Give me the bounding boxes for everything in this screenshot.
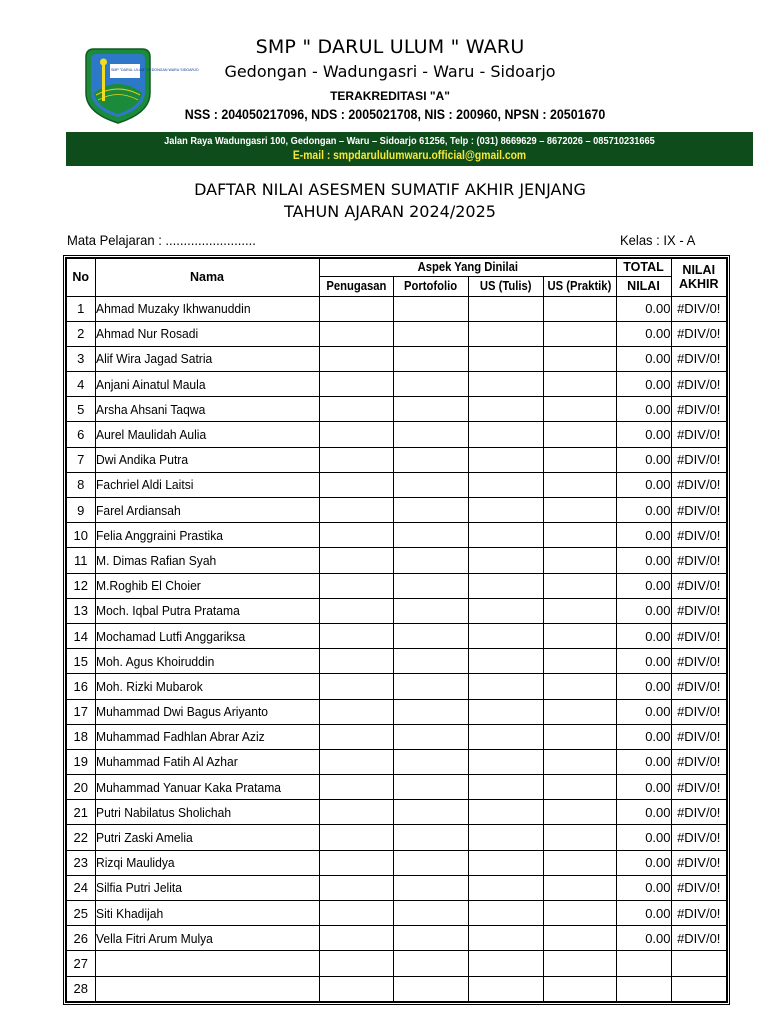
header-no: No [66, 258, 95, 296]
total-score: 0.00 [616, 573, 671, 598]
portofolio-cell[interactable] [393, 775, 468, 800]
us-tulis-cell[interactable] [468, 523, 543, 548]
portofolio-cell[interactable] [393, 674, 468, 699]
final-score: #DIV/0! [671, 498, 727, 523]
row-number: 26 [66, 926, 95, 951]
penugasan-cell[interactable] [319, 649, 393, 674]
student-name: Farel Ardiansah [95, 498, 319, 523]
school-name: SMP " DARUL ULUM " WARU [255, 36, 525, 58]
row-number: 21 [66, 800, 95, 825]
street-address: Jalan Raya Wadungasri 100, Gedongan – Waru – Sidoarjo 61256, Telp : (031) 8669629 – 8672026 – 085710231665 [164, 135, 655, 147]
table-row [66, 573, 727, 598]
final-score: #DIV/0! [671, 674, 727, 699]
penugasan-cell[interactable] [319, 346, 393, 371]
student-name: Ahmad Nur Rosadi [95, 321, 319, 346]
final-score: #DIV/0! [671, 901, 727, 926]
portofolio-cell[interactable] [393, 850, 468, 875]
us-tulis-cell[interactable] [468, 825, 543, 850]
us-praktik-cell[interactable] [543, 372, 616, 397]
total-score: 0.00 [616, 397, 671, 422]
subject-field: Mata Pelajaran : ......................... [67, 232, 256, 248]
academic-year: TAHUN AJARAN 2024/2025 [284, 202, 496, 221]
student-name: Moh. Agus Khoiruddin [95, 649, 319, 674]
total-score: 0.00 [616, 699, 671, 724]
us-tulis-cell[interactable] [468, 775, 543, 800]
student-name: Muhammad Fatih Al Azhar [95, 749, 319, 774]
table-row [66, 951, 727, 976]
final-score: #DIV/0! [671, 926, 727, 951]
table-row [66, 800, 727, 825]
us-praktik-cell[interactable] [543, 825, 616, 850]
penugasan-cell[interactable] [319, 825, 393, 850]
total-score: 0.00 [616, 674, 671, 699]
penugasan-cell[interactable] [319, 901, 393, 926]
total-score: 0.00 [616, 598, 671, 623]
header-aspects: Aspek Yang Dinilai [319, 258, 616, 276]
penugasan-cell[interactable] [319, 548, 393, 573]
row-number: 23 [66, 850, 95, 875]
us-praktik-cell[interactable] [543, 976, 616, 1002]
final-score: #DIV/0! [671, 775, 727, 800]
total-score: 0.00 [616, 775, 671, 800]
table-row [66, 926, 727, 951]
us-tulis-cell[interactable] [468, 447, 543, 472]
us-praktik-cell[interactable] [543, 548, 616, 573]
class-label: Kelas : IX - A [620, 232, 696, 248]
final-score: #DIV/0! [671, 472, 727, 497]
student-name: Putri Zaski Amelia [95, 825, 319, 850]
total-score: 0.00 [616, 523, 671, 548]
us-praktik-cell[interactable] [543, 472, 616, 497]
grades-table [65, 257, 728, 1003]
total-score: 0.00 [616, 724, 671, 749]
total-score: 0.00 [616, 548, 671, 573]
us-tulis-cell[interactable] [468, 699, 543, 724]
us-tulis-cell[interactable] [468, 674, 543, 699]
penugasan-cell[interactable] [319, 447, 393, 472]
portofolio-cell[interactable] [393, 699, 468, 724]
document-title: DAFTAR NILAI ASESMEN SUMATIF AKHIR JENJANG [194, 180, 586, 199]
penugasan-cell[interactable] [319, 321, 393, 346]
total-score: 0.00 [616, 623, 671, 648]
header-final: NILAI AKHIR [671, 258, 727, 296]
student-name: M. Dimas Rafian Syah [95, 548, 319, 573]
us-praktik-cell[interactable] [543, 649, 616, 674]
logo-text: SMP "DARUL ULUM" GEDONGAN WARU SIDOARJO [111, 68, 199, 72]
us-tulis-cell[interactable] [468, 422, 543, 447]
header-portofolio: Portofolio [393, 276, 468, 296]
portofolio-cell[interactable] [393, 926, 468, 951]
total-score [616, 951, 671, 976]
penugasan-cell[interactable] [319, 472, 393, 497]
us-tulis-cell[interactable] [468, 800, 543, 825]
portofolio-cell[interactable] [393, 976, 468, 1002]
penugasan-cell[interactable] [319, 976, 393, 1002]
student-name: Putri Nabilatus Sholichah [95, 800, 319, 825]
email-address: E-mail : smpdarululumwaru.official@gmail.com [292, 150, 527, 162]
row-number: 2 [66, 321, 95, 346]
header-us-tulis: US (Tulis) [468, 276, 543, 296]
us-tulis-cell[interactable] [468, 901, 543, 926]
student-name [95, 951, 319, 976]
total-score: 0.00 [616, 447, 671, 472]
table-row [66, 372, 727, 397]
total-score: 0.00 [616, 875, 671, 900]
table-row [66, 850, 727, 875]
row-number: 22 [66, 825, 95, 850]
header-penugasan: Penugasan [319, 276, 393, 296]
header-name: Nama [95, 258, 319, 296]
us-praktik-cell[interactable] [543, 749, 616, 774]
penugasan-cell[interactable] [319, 951, 393, 976]
final-score: #DIV/0! [671, 397, 727, 422]
student-name: Fachriel Aldi Laitsi [95, 472, 319, 497]
us-praktik-cell[interactable] [543, 926, 616, 951]
us-tulis-cell[interactable] [468, 397, 543, 422]
portofolio-cell[interactable] [393, 296, 468, 321]
final-score [671, 976, 727, 1002]
final-score: #DIV/0! [671, 598, 727, 623]
row-number: 27 [66, 951, 95, 976]
us-praktik-cell[interactable] [543, 447, 616, 472]
us-tulis-cell[interactable] [468, 598, 543, 623]
us-praktik-cell[interactable] [543, 901, 616, 926]
final-score: #DIV/0! [671, 724, 727, 749]
table-row [66, 422, 727, 447]
total-score: 0.00 [616, 649, 671, 674]
final-score: #DIV/0! [671, 573, 727, 598]
portofolio-cell[interactable] [393, 623, 468, 648]
student-name: M.Roghib El Choier [95, 573, 319, 598]
total-score: 0.00 [616, 749, 671, 774]
penugasan-cell[interactable] [319, 775, 393, 800]
portofolio-cell[interactable] [393, 951, 468, 976]
portofolio-cell[interactable] [393, 800, 468, 825]
student-name: Felia Anggraini Prastika [95, 523, 319, 548]
us-tulis-cell[interactable] [468, 346, 543, 371]
school-logo-icon [80, 47, 199, 125]
portofolio-cell[interactable] [393, 321, 468, 346]
total-score: 0.00 [616, 825, 671, 850]
portofolio-cell[interactable] [393, 472, 468, 497]
table-row [66, 321, 727, 346]
table-row [66, 296, 727, 321]
us-praktik-cell[interactable] [543, 800, 616, 825]
final-score: #DIV/0! [671, 548, 727, 573]
penugasan-cell[interactable] [319, 372, 393, 397]
table-row [66, 523, 727, 548]
total-score: 0.00 [616, 422, 671, 447]
table-row [66, 699, 727, 724]
total-score: 0.00 [616, 850, 671, 875]
penugasan-cell[interactable] [319, 749, 393, 774]
us-tulis-cell[interactable] [468, 749, 543, 774]
us-tulis-cell[interactable] [468, 548, 543, 573]
penugasan-cell[interactable] [319, 422, 393, 447]
us-praktik-cell[interactable] [543, 422, 616, 447]
table-row [66, 346, 727, 371]
row-number: 4 [66, 372, 95, 397]
row-number: 8 [66, 472, 95, 497]
row-number: 28 [66, 976, 95, 1002]
portofolio-cell[interactable] [393, 649, 468, 674]
total-score: 0.00 [616, 926, 671, 951]
us-praktik-cell[interactable] [543, 598, 616, 623]
final-score: #DIV/0! [671, 372, 727, 397]
contact-banner [66, 132, 753, 166]
table-row [66, 825, 727, 850]
row-number: 20 [66, 775, 95, 800]
us-praktik-cell[interactable] [543, 346, 616, 371]
final-score: #DIV/0! [671, 296, 727, 321]
portofolio-cell[interactable] [393, 447, 468, 472]
row-number: 7 [66, 447, 95, 472]
table-row [66, 598, 727, 623]
us-praktik-cell[interactable] [543, 951, 616, 976]
penugasan-cell[interactable] [319, 926, 393, 951]
final-score: #DIV/0! [671, 321, 727, 346]
row-number: 13 [66, 598, 95, 623]
us-praktik-cell[interactable] [543, 850, 616, 875]
penugasan-cell[interactable] [319, 699, 393, 724]
us-praktik-cell[interactable] [543, 724, 616, 749]
portofolio-cell[interactable] [393, 523, 468, 548]
penugasan-cell[interactable] [319, 674, 393, 699]
us-tulis-cell[interactable] [468, 926, 543, 951]
accreditation: TERAKREDITASI "A" [330, 89, 450, 103]
row-number: 15 [66, 649, 95, 674]
us-tulis-cell[interactable] [468, 976, 543, 1002]
portofolio-cell[interactable] [393, 372, 468, 397]
row-number: 24 [66, 875, 95, 900]
table-row [66, 724, 727, 749]
total-score: 0.00 [616, 372, 671, 397]
row-number: 1 [66, 296, 95, 321]
penugasan-cell[interactable] [319, 724, 393, 749]
final-score [671, 951, 727, 976]
final-score: #DIV/0! [671, 699, 727, 724]
header-us-praktik: US (Praktik) [543, 276, 616, 296]
row-number: 10 [66, 523, 95, 548]
us-tulis-cell[interactable] [468, 623, 543, 648]
portofolio-cell[interactable] [393, 598, 468, 623]
us-praktik-cell[interactable] [543, 498, 616, 523]
us-tulis-cell[interactable] [468, 875, 543, 900]
final-score: #DIV/0! [671, 875, 727, 900]
us-tulis-cell[interactable] [468, 850, 543, 875]
student-name: Vella Fitri Arum Mulya [95, 926, 319, 951]
student-name: Moch. Iqbal Putra Pratama [95, 598, 319, 623]
us-praktik-cell[interactable] [543, 296, 616, 321]
portofolio-cell[interactable] [393, 548, 468, 573]
row-number: 11 [66, 548, 95, 573]
us-tulis-cell[interactable] [468, 296, 543, 321]
student-name: Anjani Ainatul Maula [95, 372, 319, 397]
penugasan-cell[interactable] [319, 296, 393, 321]
table-row [66, 498, 727, 523]
us-praktik-cell[interactable] [543, 321, 616, 346]
student-name: Alif Wira Jagad Satria [95, 346, 319, 371]
final-score: #DIV/0! [671, 346, 727, 371]
us-tulis-cell[interactable] [468, 372, 543, 397]
student-name: Arsha Ahsani Taqwa [95, 397, 319, 422]
school-address: Gedongan - Wadungasri - Waru - Sidoarjo [224, 62, 556, 81]
portofolio-cell[interactable] [393, 346, 468, 371]
us-praktik-cell[interactable] [543, 775, 616, 800]
student-name: Ahmad Muzaky Ikhwanuddin [95, 296, 319, 321]
header-total-bottom: NILAI [616, 276, 671, 296]
portofolio-cell[interactable] [393, 498, 468, 523]
portofolio-cell[interactable] [393, 875, 468, 900]
us-praktik-cell[interactable] [543, 523, 616, 548]
row-number: 16 [66, 674, 95, 699]
portofolio-cell[interactable] [393, 724, 468, 749]
row-number: 12 [66, 573, 95, 598]
table-row [66, 875, 727, 900]
row-number: 5 [66, 397, 95, 422]
student-name: Mochamad Lutfi Anggariksa [95, 623, 319, 648]
total-score: 0.00 [616, 472, 671, 497]
us-tulis-cell[interactable] [468, 649, 543, 674]
final-score: #DIV/0! [671, 649, 727, 674]
us-praktik-cell[interactable] [543, 674, 616, 699]
us-praktik-cell[interactable] [543, 573, 616, 598]
table-row [66, 649, 727, 674]
us-tulis-cell[interactable] [468, 498, 543, 523]
final-score: #DIV/0! [671, 523, 727, 548]
final-score: #DIV/0! [671, 850, 727, 875]
student-name [95, 976, 319, 1002]
total-score: 0.00 [616, 321, 671, 346]
us-praktik-cell[interactable] [543, 397, 616, 422]
row-number: 19 [66, 749, 95, 774]
student-name: Muhammad Fadhlan Abrar Aziz [95, 724, 319, 749]
school-ids: NSS : 204050217096, NDS : 2005021708, NIS : 200960, NPSN : 20501670 [184, 107, 606, 122]
row-number: 17 [66, 699, 95, 724]
row-number: 25 [66, 901, 95, 926]
penugasan-cell[interactable] [319, 850, 393, 875]
penugasan-cell[interactable] [319, 598, 393, 623]
penugasan-cell[interactable] [319, 397, 393, 422]
us-tulis-cell[interactable] [468, 724, 543, 749]
row-number: 9 [66, 498, 95, 523]
header-total-top: TOTAL [616, 258, 671, 276]
final-score: #DIV/0! [671, 800, 727, 825]
student-name: Siti Khadijah [95, 901, 319, 926]
student-name: Dwi Andika Putra [95, 447, 319, 472]
student-name: Silfia Putri Jelita [95, 875, 319, 900]
portofolio-cell[interactable] [393, 422, 468, 447]
row-number: 18 [66, 724, 95, 749]
penugasan-cell[interactable] [319, 523, 393, 548]
row-number: 6 [66, 422, 95, 447]
penugasan-cell[interactable] [319, 800, 393, 825]
us-tulis-cell[interactable] [468, 321, 543, 346]
final-score: #DIV/0! [671, 447, 727, 472]
table-row [66, 901, 727, 926]
table-row [66, 749, 727, 774]
penugasan-cell[interactable] [319, 875, 393, 900]
final-score: #DIV/0! [671, 825, 727, 850]
us-tulis-cell[interactable] [468, 573, 543, 598]
portofolio-cell[interactable] [393, 397, 468, 422]
table-row [66, 548, 727, 573]
table-row [66, 775, 727, 800]
student-name: Muhammad Dwi Bagus Ariyanto [95, 699, 319, 724]
penugasan-cell[interactable] [319, 623, 393, 648]
portofolio-cell[interactable] [393, 901, 468, 926]
student-name: Moh. Rizki Mubarok [95, 674, 319, 699]
table-row [66, 397, 727, 422]
table-row [66, 674, 727, 699]
row-number: 3 [66, 346, 95, 371]
student-name: Muhammad Yanuar Kaka Pratama [95, 775, 319, 800]
total-score: 0.00 [616, 800, 671, 825]
total-score: 0.00 [616, 346, 671, 371]
final-score: #DIV/0! [671, 623, 727, 648]
student-name: Aurel Maulidah Aulia [95, 422, 319, 447]
penugasan-cell[interactable] [319, 573, 393, 598]
portofolio-cell[interactable] [393, 573, 468, 598]
penugasan-cell[interactable] [319, 498, 393, 523]
final-score: #DIV/0! [671, 749, 727, 774]
row-number: 14 [66, 623, 95, 648]
table-row [66, 472, 727, 497]
total-score: 0.00 [616, 296, 671, 321]
table-row [66, 623, 727, 648]
total-score: 0.00 [616, 498, 671, 523]
us-praktik-cell[interactable] [543, 875, 616, 900]
final-score: #DIV/0! [671, 422, 727, 447]
us-tulis-cell[interactable] [468, 472, 543, 497]
total-score [616, 976, 671, 1002]
portofolio-cell[interactable] [393, 749, 468, 774]
table-row [66, 447, 727, 472]
student-name: Rizqi Maulidya [95, 850, 319, 875]
us-praktik-cell[interactable] [543, 623, 616, 648]
portofolio-cell[interactable] [393, 825, 468, 850]
us-tulis-cell[interactable] [468, 951, 543, 976]
total-score: 0.00 [616, 901, 671, 926]
table-row [66, 976, 727, 1002]
us-praktik-cell[interactable] [543, 699, 616, 724]
